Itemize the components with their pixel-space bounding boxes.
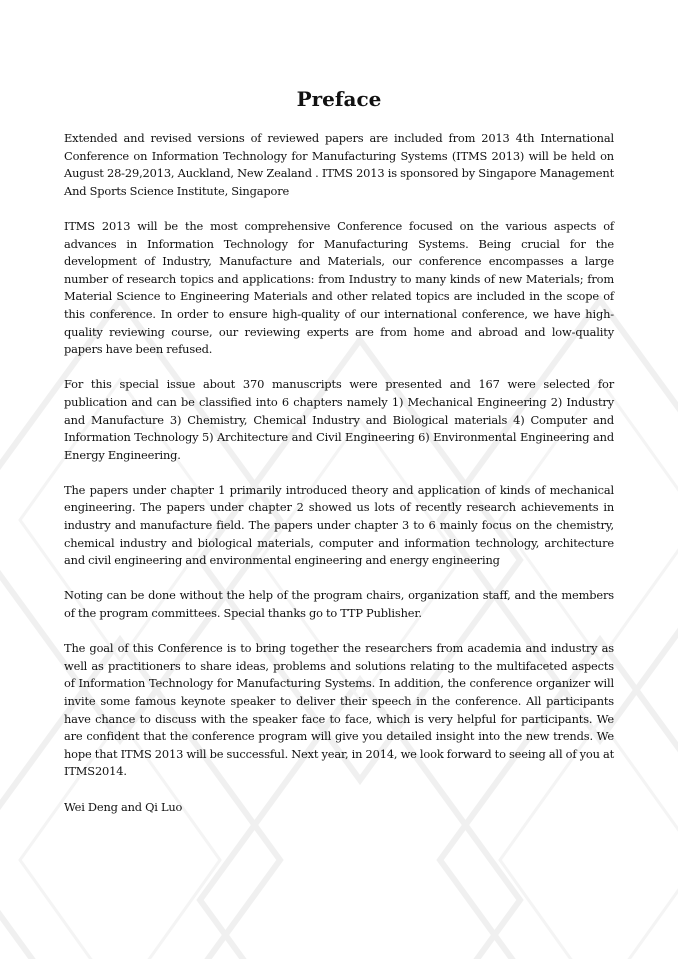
- signature: Wei Deng and Qi Luo: [64, 799, 183, 814]
- preface-content: [64, 86, 614, 834]
- paragraph-chapter-summary: The papers under chapter 1 primarily introduced theory and application of kinds of mechanical engineering. The papers under chapter 2 showed us lots of recently research achievements in industry and manufacture field. The papers under chapter 3 to 6 mainly focus on the chemistry, chemical industry and biological materials, computer and information technology, architecture and civil engineering and environmental engineering and energy engineering: [64, 482, 614, 568]
- paragraph-intro: Extended and revised versions of reviewed papers are included from 2013 4th International Conference on Information Technology for Manufacturing Systems (ITMS 2013) will be held on August 28-29,2013, Auckland, New Zealand . ITMS 2013 is sponsored by Singapore Management And Sports Science Institute, Singapore: [64, 131, 614, 198]
- paragraph-chapters: For this special issue about 370 manuscripts were presented and 167 were selected for publication and can be classified into 6 chapters namely 1) Mechanical Engineering 2) Industry and Manufacture 3) Chemistry, Chemical Industry and Biological materials 4) Computer and Information Technology 5) Architecture and Civil Engineering 6) Environmental Engineering and Energy Engineering.: [64, 377, 614, 462]
- paragraph-scope: ITMS 2013 will be the most comprehensive Conference focused on the various aspects of advances in Information Technology for Manufacturing Systems. Being crucial for the development of Industry, Manufacture and Materials, our conference encompasses a large number of research topics and applications: from Industry to many kinds of new Materials; from Material Science to Engineering Materials and other related topics are included in the scope of this conference. In order to ensure high-quality of our international conference, we have high-quality reviewing course, our reviewing experts are from home and abroad and low-quality papers have been refused.: [64, 218, 614, 357]
- paragraph-acknowledgements: Noting can be done without the help of the program chairs, organization staff, and the members of the program committees. Special thanks go to TTP Publisher.: [64, 588, 614, 621]
- paragraph-goal: The goal of this Conference is to bring together the researchers from academia and industry as well as practitioners to share ideas, problems and solutions relating to the multifaceted aspects of Information Technology for Manufacturing Systems. In addition, the conference organizer will invite some famous keynote speaker to deliver their speech in the conference. All participants have chance to discuss with the speaker face to face, which is very helpful for participants. We are confident that the conference program will give you detailed insight into the new trends. We hope that ITMS 2013 will be successful. Next year, in 2014, we look forward to seeing all of you at ITMS2014.: [64, 641, 615, 779]
- page-title: Preface: [296, 87, 382, 111]
